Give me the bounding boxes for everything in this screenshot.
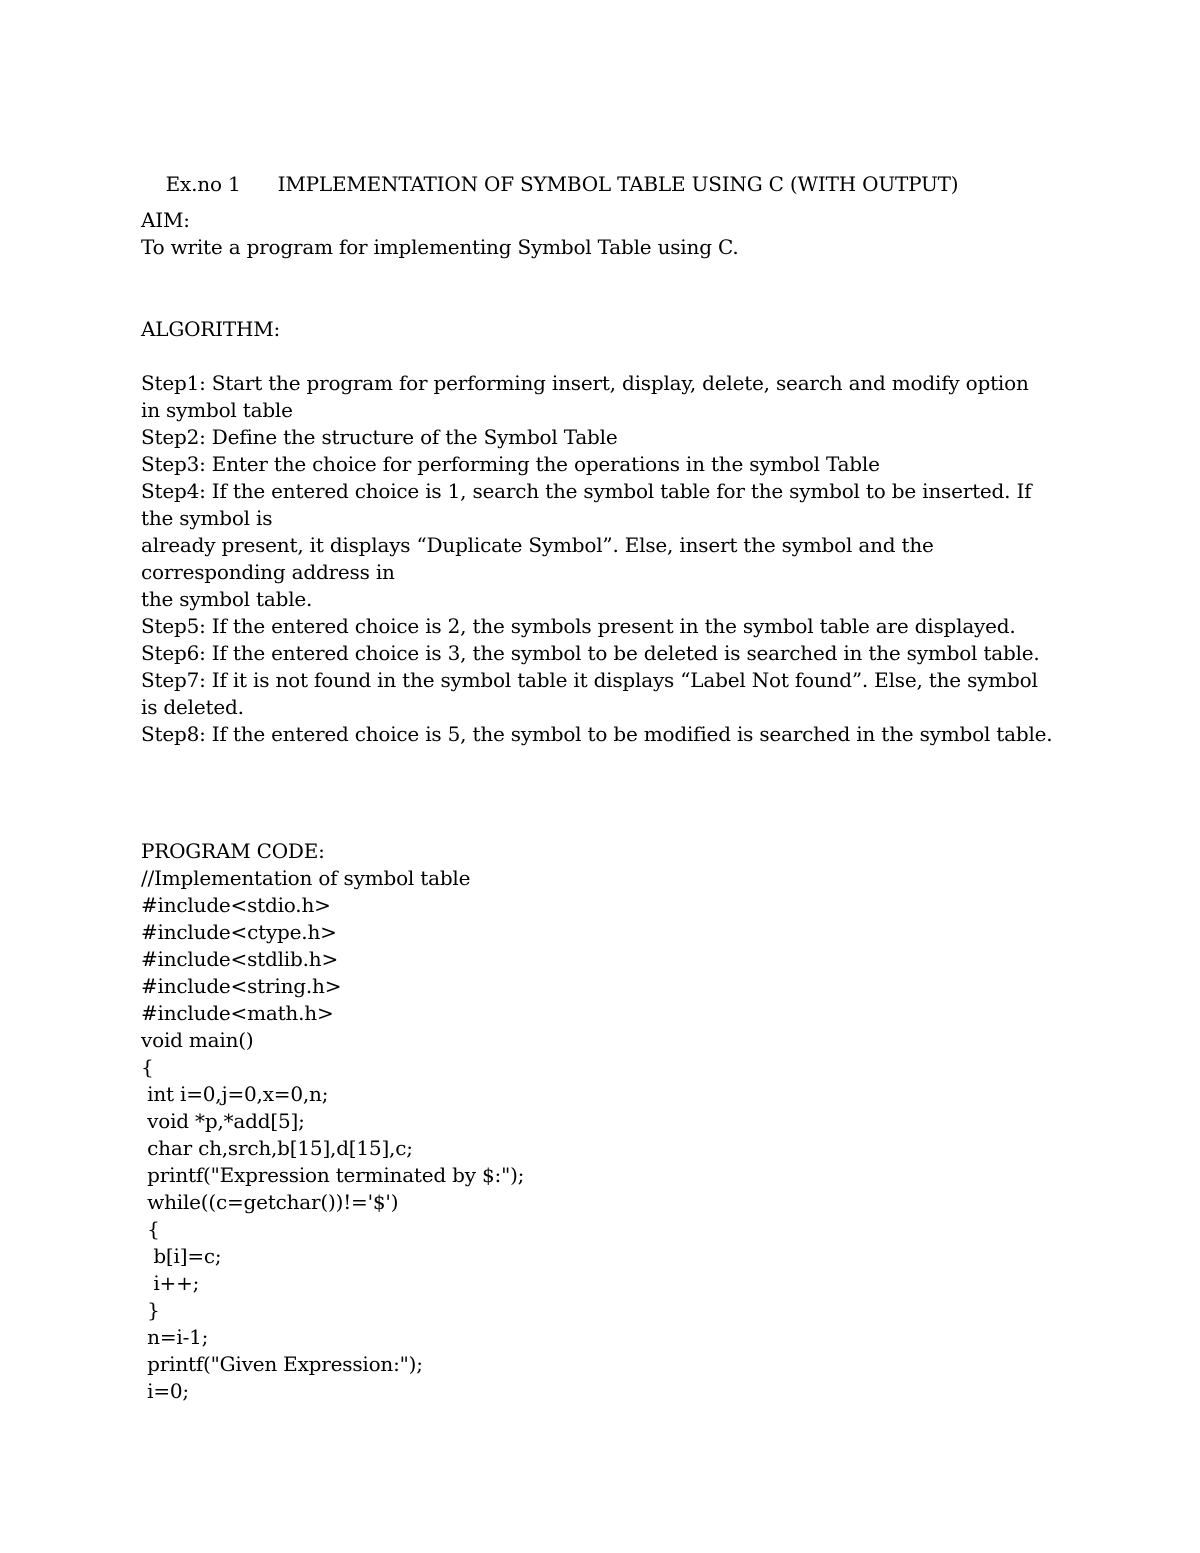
code-line: printf("Expression terminated by $:"); — [141, 1163, 525, 1187]
code-line: void *p,*add[5]; — [141, 1109, 305, 1133]
code-line: char ch,srch,b[15],d[15],c; — [141, 1136, 413, 1160]
document-page — [141, 0, 1071, 1553]
code-line: i++; — [141, 1271, 200, 1295]
code-line: { — [141, 1055, 154, 1079]
code-line: #include<ctype.h> — [141, 920, 337, 944]
code-line: b[i]=c; — [141, 1244, 222, 1268]
program-heading: PROGRAM CODE: — [141, 839, 325, 863]
algorithm-line: Step2: Define the structure of the Symbol Table — [141, 425, 618, 449]
code-line: int i=0,j=0,x=0,n; — [141, 1082, 329, 1106]
code-line: void main() — [141, 1028, 254, 1052]
algorithm-line: Step7: If it is not found in the symbol table it displays “Label Not found”. Else, the symbol — [141, 668, 1038, 692]
code-line: while((c=getchar())!='$') — [141, 1190, 399, 1214]
algorithm-line: Step8: If the entered choice is 5, the symbol to be modified is searched in the symbol table. — [141, 722, 1053, 746]
algorithm-line: the symbol is — [141, 506, 273, 530]
code-line: #include<string.h> — [141, 974, 342, 998]
code-line: #include<math.h> — [141, 1001, 334, 1025]
algorithm-line: Step5: If the entered choice is 2, the symbols present in the symbol table are displayed. — [141, 614, 1016, 638]
algorithm-line: the symbol table. — [141, 587, 313, 611]
code-line: printf("Given Expression:"); — [141, 1352, 423, 1376]
algorithm-line: Step3: Enter the choice for performing the operations in the symbol Table — [141, 452, 880, 476]
document-title-row — [141, 144, 958, 225]
code-line: #include<stdlib.h> — [141, 947, 339, 971]
algorithm-line: Step1: Start the program for performing insert, display, delete, search and modify option — [141, 371, 1029, 395]
algorithm-line: is deleted. — [141, 695, 244, 719]
code-line: //Implementation of symbol table — [141, 866, 471, 890]
code-line: } — [141, 1298, 160, 1322]
algorithm-line: corresponding address in — [141, 560, 395, 584]
code-line: { — [141, 1217, 160, 1241]
algorithm-line: in symbol table — [141, 398, 293, 422]
algorithm-line: Step4: If the entered choice is 1, search the symbol table for the symbol to be inserted. If — [141, 479, 1032, 503]
algorithm-line: already present, it displays “Duplicate Symbol”. Else, insert the symbol and the — [141, 533, 934, 557]
code-line: i=0; — [141, 1379, 189, 1403]
aim-heading: AIM: — [141, 208, 190, 232]
algorithm-line: Step6: If the entered choice is 3, the symbol to be deleted is searched in the symbol table. — [141, 641, 1040, 665]
document-title: IMPLEMENTATION OF SYMBOL TABLE USING C (WITH OUTPUT) — [277, 172, 959, 196]
exercise-number: Ex.no 1 — [165, 172, 241, 196]
algorithm-heading: ALGORITHM: — [141, 317, 281, 341]
aim-text: To write a program for implementing Symbol Table using C. — [141, 235, 739, 259]
code-line: n=i-1; — [141, 1325, 209, 1349]
code-line: #include<stdio.h> — [141, 893, 331, 917]
